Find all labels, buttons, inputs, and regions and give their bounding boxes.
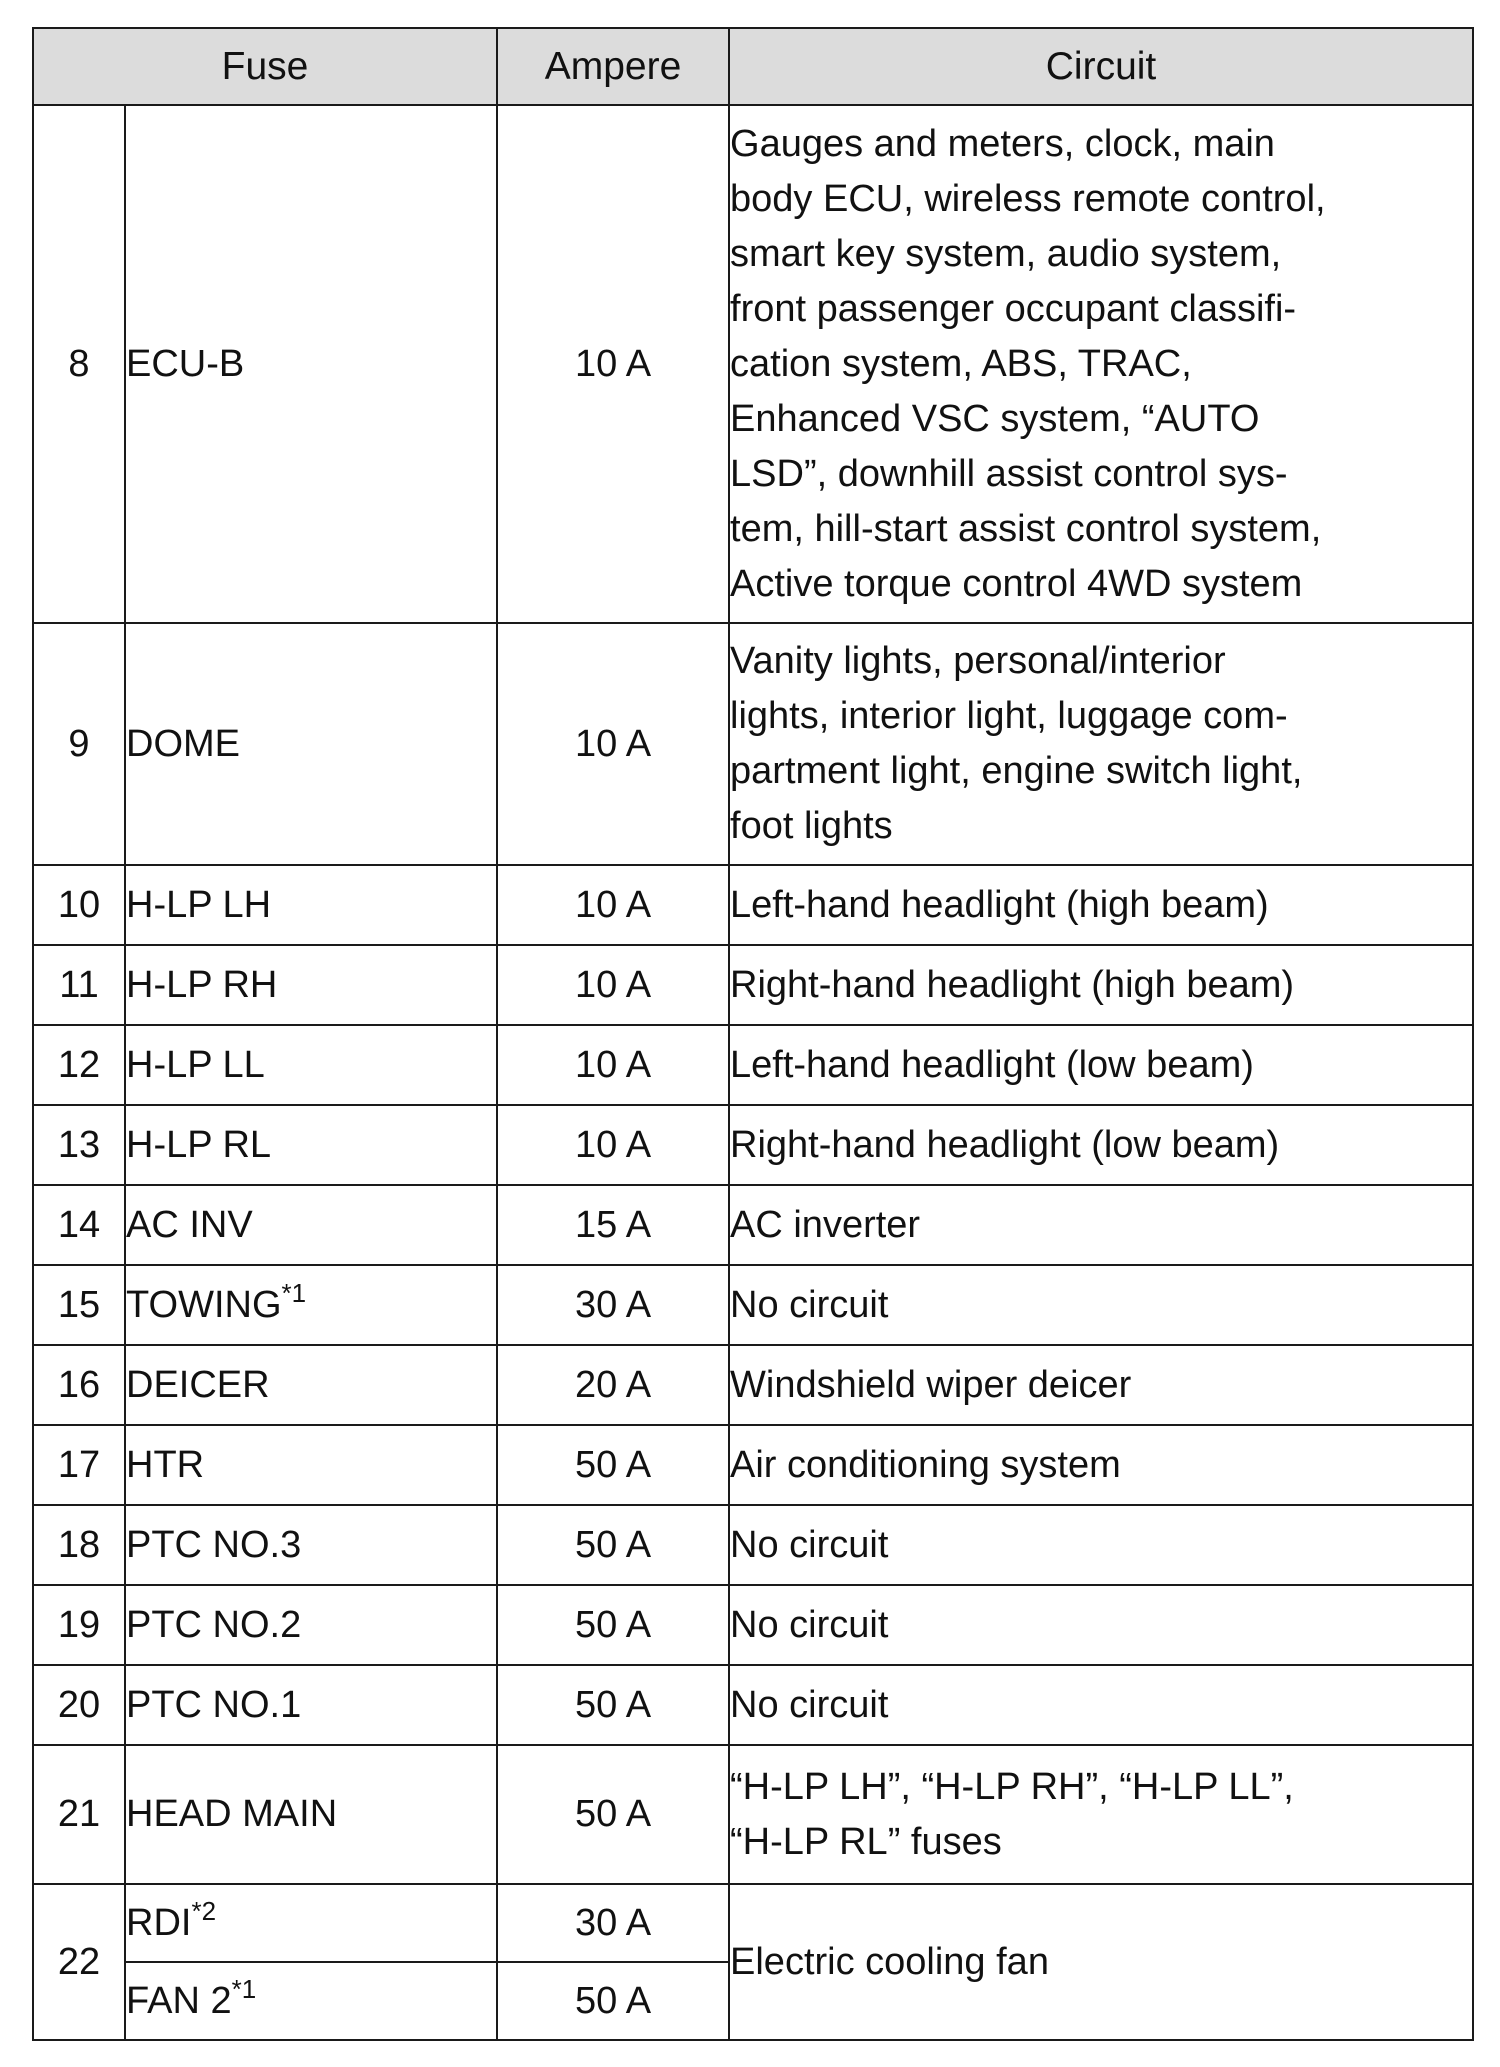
footnote-marker: *1 (281, 1277, 307, 1308)
table-row (33, 1505, 1473, 1585)
fuse-name: HEAD MAIN (125, 1745, 497, 1884)
circuit-line: “H-LP LH”, “H-LP RH”, “H-LP LL”, (730, 1765, 1294, 1808)
fuse-number: 12 (33, 1025, 125, 1105)
fuse-ampere: 10 A (497, 105, 729, 623)
fuse-circuit: Air conditioning system (729, 1425, 1473, 1505)
header-row (33, 28, 1473, 105)
fuse-name: PTC NO.2 (125, 1585, 497, 1665)
fuse-ampere: 10 A (497, 1105, 729, 1185)
fuse-number: 15 (33, 1265, 125, 1345)
fuse-name: H-LP RL (125, 1105, 497, 1185)
circuit-line: body ECU, wireless remote control, (730, 177, 1326, 220)
fuse-name: PTC NO.3 (125, 1505, 497, 1585)
fuse-ampere: 30 A (497, 1265, 729, 1345)
table-row (33, 1585, 1473, 1665)
fuse-name: H-LP LL (125, 1025, 497, 1105)
fuse-name-text: RDI (126, 1901, 192, 1944)
circuit-line: Enhanced VSC system, “AUTO (730, 397, 1260, 440)
fuse-number: 16 (33, 1345, 125, 1425)
fuse-name (125, 1265, 497, 1345)
fuse-number: 19 (33, 1585, 125, 1665)
fuse-ampere: 10 A (497, 945, 729, 1025)
fuse-circuit: AC inverter (729, 1185, 1473, 1265)
fuse-circuit (729, 105, 1473, 623)
fuse-circuit: Right-hand headlight (high beam) (729, 945, 1473, 1025)
fuse-circuit: Left-hand headlight (high beam) (729, 865, 1473, 945)
fuse-circuit: No circuit (729, 1585, 1473, 1665)
header-circuit: Circuit (729, 28, 1473, 105)
table-row (33, 1025, 1473, 1105)
footnote-marker: *1 (231, 1973, 257, 2004)
fuse-ampere: 10 A (497, 865, 729, 945)
fuse-ampere: 50 A (497, 1665, 729, 1745)
fuse-ampere: 50 A (497, 1425, 729, 1505)
header-ampere: Ampere (497, 28, 729, 105)
fuse-circuit: No circuit (729, 1505, 1473, 1585)
fuse-number: 18 (33, 1505, 125, 1585)
fuse-number: 8 (33, 105, 125, 623)
fuse-name: PTC NO.1 (125, 1665, 497, 1745)
fuse-name-text: FAN 2 (126, 1979, 232, 2022)
fuse-ampere: 10 A (497, 1025, 729, 1105)
fuse-circuit: Left-hand headlight (low beam) (729, 1025, 1473, 1105)
table-row (33, 865, 1473, 945)
circuit-line: Vanity lights, personal/interior (730, 640, 1226, 682)
header-fuse: Fuse (33, 28, 497, 105)
circuit-line: lights, interior light, luggage com- (730, 695, 1288, 737)
fuse-number: 21 (33, 1745, 125, 1884)
footnote-marker: *2 (191, 1895, 217, 1926)
fuse-ampere: 50 A (497, 1585, 729, 1665)
fuse-circuit: Electric cooling fan (729, 1884, 1473, 2040)
circuit-line: partment light, engine switch light, (730, 750, 1303, 792)
circuit-line: “H-LP RL” fuses (730, 1820, 1002, 1863)
circuit-line: smart key system, audio system, (730, 232, 1282, 275)
table-row (33, 945, 1473, 1025)
table-row (33, 1345, 1473, 1425)
fuse-circuit: Right-hand headlight (low beam) (729, 1105, 1473, 1185)
fuse-ampere: 20 A (497, 1345, 729, 1425)
circuit-line: Gauges and meters, clock, main (730, 122, 1275, 165)
fuse-ampere: 10 A (497, 623, 729, 865)
fuse-name: AC INV (125, 1185, 497, 1265)
fuse-number: 13 (33, 1105, 125, 1185)
table-row (33, 1884, 1473, 1962)
circuit-line: foot lights (730, 805, 893, 847)
fuse-number: 22 (33, 1884, 125, 2040)
fuse-name: ECU-B (125, 105, 497, 623)
fuse-ampere: 30 A (497, 1884, 729, 1962)
fuse-table (32, 27, 1474, 2041)
fuse-number: 9 (33, 623, 125, 865)
fuse-number: 17 (33, 1425, 125, 1505)
fuse-number: 11 (33, 945, 125, 1025)
fuse-name (125, 1962, 497, 2040)
table-row (33, 1265, 1473, 1345)
circuit-line: front passenger occupant classifi- (730, 287, 1297, 330)
fuse-name: H-LP LH (125, 865, 497, 945)
fuse-circuit: No circuit (729, 1265, 1473, 1345)
fuse-name: HTR (125, 1425, 497, 1505)
fuse-circuit (729, 1745, 1473, 1884)
table-row (33, 1745, 1473, 1884)
fuse-name: DEICER (125, 1345, 497, 1425)
fuse-name: DOME (125, 623, 497, 865)
table-row (33, 1425, 1473, 1505)
circuit-line: cation system, ABS, TRAC, (730, 342, 1192, 385)
fuse-name (125, 1884, 497, 1962)
fuse-ampere: 15 A (497, 1185, 729, 1265)
circuit-line: Active torque control 4WD system (730, 562, 1303, 605)
fuse-number: 20 (33, 1665, 125, 1745)
table-row (33, 105, 1473, 623)
fuse-circuit (729, 623, 1473, 865)
fuse-circuit: No circuit (729, 1665, 1473, 1745)
fuse-number: 10 (33, 865, 125, 945)
fuse-ampere: 50 A (497, 1505, 729, 1585)
circuit-line: LSD”, downhill assist control sys- (730, 452, 1288, 495)
circuit-line: tem, hill-start assist control system, (730, 507, 1322, 550)
table-row (33, 623, 1473, 865)
fuse-number: 14 (33, 1185, 125, 1265)
fuse-ampere: 50 A (497, 1962, 729, 2040)
fuse-name-text: TOWING (126, 1283, 282, 1326)
table-row (33, 1185, 1473, 1265)
fuse-circuit: Windshield wiper deicer (729, 1345, 1473, 1425)
table-row (33, 1105, 1473, 1185)
fuse-name: H-LP RH (125, 945, 497, 1025)
fuse-ampere: 50 A (497, 1745, 729, 1884)
table-row (33, 1665, 1473, 1745)
